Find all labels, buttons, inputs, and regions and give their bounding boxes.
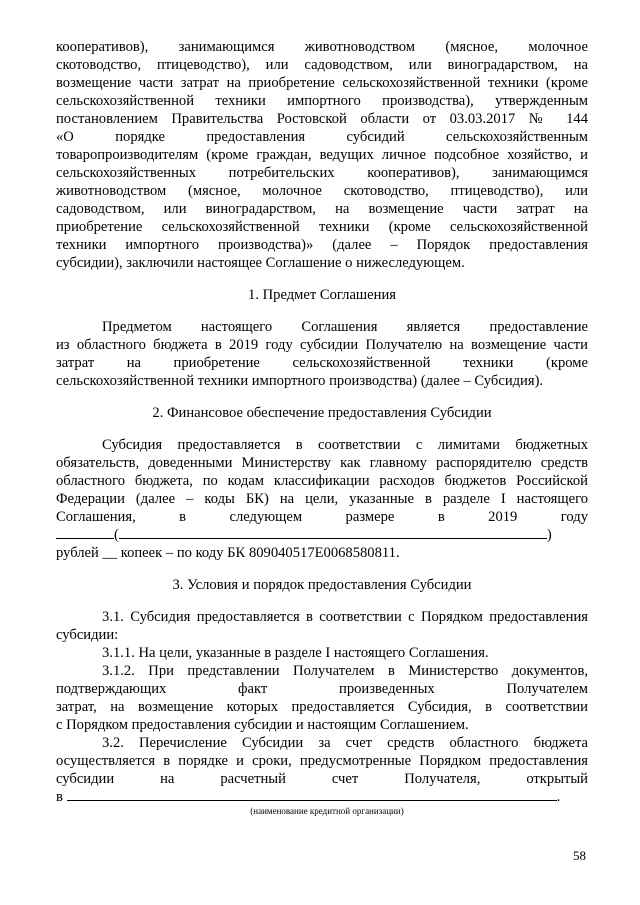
text-line: сельскохозяйственной техники импортного производства) (далее – Субсидия). xyxy=(56,373,544,389)
text-line: кооперативов), занимающимся животноводством (мясное, молочное xyxy=(56,39,588,55)
text-line: затрат на приобретение сельскохозяйственной техники (кроме xyxy=(56,355,588,371)
text-line: «О порядке предоставления субсидий сельскохозяйственным xyxy=(56,129,588,145)
section-3-paragraph-2: 3.1.1. На цели, указанные в разделе I настоящего Соглашения. xyxy=(102,645,489,661)
bank-name-blank[interactable] xyxy=(67,800,557,801)
text-line: с Порядком предоставления субсидии и настоящим Соглашением. xyxy=(56,717,469,733)
text-line: затрат, на возмещение которых предоставляется Субсидия, в соответствии xyxy=(56,699,588,715)
text-line: скотоводство, птицеводство), или садоводством, или виноградарством, на xyxy=(56,57,588,73)
text-line: из областного бюджета в 2019 году субсидии Получателю на возмещение части xyxy=(56,337,588,353)
text-line: подтверждающих факт произведенных Получателем xyxy=(56,681,588,697)
text-line: обязательств, доведенными Министерству как главному распорядителю средств xyxy=(56,455,588,471)
text-line: животноводством (мясное, молочное скотоводство, птицеводство), или xyxy=(56,183,588,199)
text-line: субсидии на расчетный счет Получателя, открытый xyxy=(56,771,588,787)
section-3-paragraph-4 xyxy=(56,734,588,816)
section-1-paragraph xyxy=(56,318,588,390)
text-line: товаропроизводителям (кроме граждан, ведущих личное подсобное хозяйство, и xyxy=(56,147,588,163)
text-line: 3.1. Субсидия предоставляется в соответствии с Порядком предоставления xyxy=(102,609,588,625)
text-line: субсидии: xyxy=(56,627,119,643)
document-page xyxy=(56,38,588,816)
text-line: областного бюджета, по кодам классификации расходов бюджетов Российской xyxy=(56,473,588,489)
text-line: Соглашения, в следующем размере в 2019 году xyxy=(56,509,588,525)
section-2-paragraph xyxy=(56,436,588,562)
text-line: Федерации (далее – коды БК) на цели, указанные в разделе I настоящего xyxy=(56,491,588,507)
section-3-paragraph-1 xyxy=(56,608,588,644)
text-line: субсидии), заключили настоящее Соглашение о нижеследующем. xyxy=(56,255,465,271)
text-line: сельскохозяйственных потребительских кооперативов), занимающимся xyxy=(56,165,588,181)
text-line: 3.2. Перечисление Субсидии за счет средств областного бюджета xyxy=(102,735,588,751)
text-line: приобретение сельскохозяйственной техники (кроме сельскохозяйственной xyxy=(56,219,588,235)
text-line: осуществляется в порядке и сроки, предусмотренные Порядком предоставления xyxy=(56,753,588,769)
section-3-title: 3. Условия и порядок предоставления Субсидии xyxy=(172,577,472,593)
text-line: рублей __ копеек – по коду БК 809040517Е006858081​1. xyxy=(56,545,400,561)
amount-line: ( ) xyxy=(56,526,588,544)
text-line: сельскохозяйственной техники импортного производства), утвержденным xyxy=(56,93,588,109)
bank-line: в . xyxy=(56,789,561,805)
amount-blank-digits[interactable] xyxy=(56,538,114,539)
intro-paragraph xyxy=(56,38,588,272)
amount-blank-words[interactable] xyxy=(119,538,547,539)
text-line: возмещение части затрат на приобретение сельскохозяйственной техники (кроме xyxy=(56,75,588,91)
text-line: Субсидия предоставляется в соответствии с лимитами бюджетных xyxy=(102,437,588,453)
text-line: Предметом настоящего Соглашения является предоставление xyxy=(102,319,588,335)
section-1-title: 1. Предмет Соглашения xyxy=(248,287,396,303)
text-line: постановлением Правительства Ростовской области от 03.03.2017 № 144 xyxy=(56,111,588,127)
text-line: техники импортного производства)» (далее – Порядок предоставления xyxy=(56,237,588,253)
bank-name-caption: (наименование кредитной организации) xyxy=(250,806,404,816)
page-number: 58 xyxy=(573,848,586,863)
text-line: садоводством, или виноградарством, на возмещение части затрат на xyxy=(56,201,588,217)
section-2-title: 2. Финансовое обеспечение предоставления Субсидии xyxy=(152,405,492,421)
section-3-paragraph-3 xyxy=(56,662,588,734)
text-line: 3.1.2. При представлении Получателем в Министерство документов, xyxy=(102,663,588,679)
